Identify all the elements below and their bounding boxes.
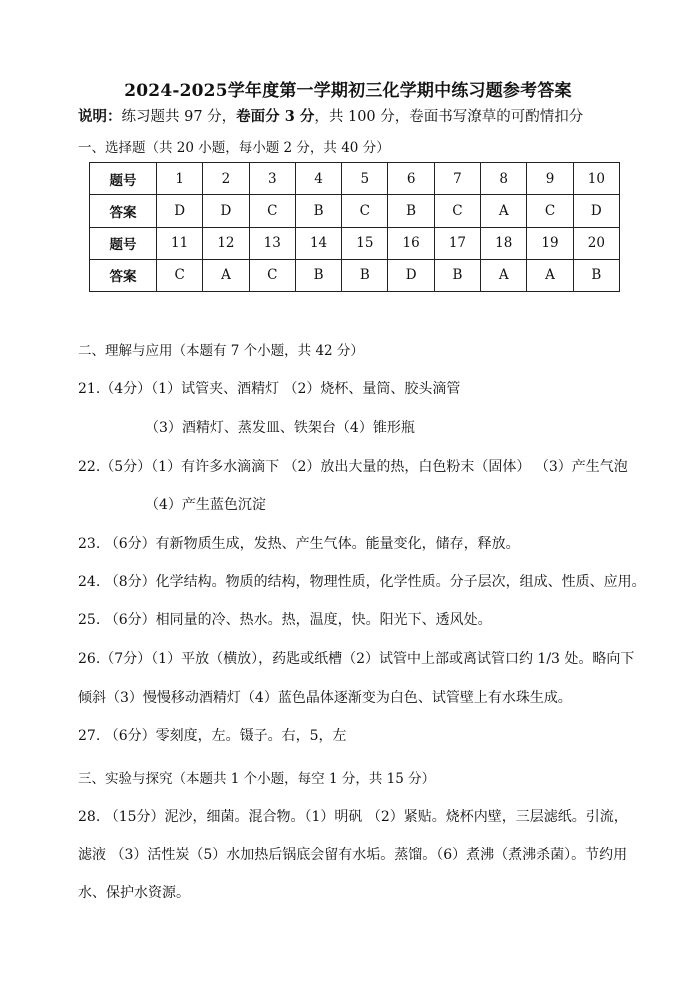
answer-cell: D bbox=[203, 195, 249, 227]
question-number: 4 bbox=[295, 163, 341, 195]
question-number: 2 bbox=[203, 163, 249, 195]
answer-21-line-1: 21.（4分）（1）试管夹、酒精灯 （2）烧杯、量筒、胶头滴管 bbox=[78, 381, 461, 397]
answer-cell: A bbox=[481, 259, 527, 291]
section-1-heading: 一、选择题（共 20 小题，每小题 2 分，共 40 分） bbox=[78, 140, 390, 156]
answer-cell: C bbox=[434, 195, 480, 227]
page-title: 2024-2025学年度第一学期初三化学期中练习题参考答案 bbox=[124, 81, 572, 101]
question-number: 10 bbox=[573, 163, 619, 195]
question-number: 14 bbox=[295, 227, 341, 259]
question-number: 9 bbox=[527, 163, 573, 195]
table-row-numbers-2 bbox=[90, 227, 620, 259]
question-number: 12 bbox=[203, 227, 249, 259]
answer-cell: A bbox=[527, 259, 573, 291]
answer-23: 23. （6分）有新物质生成，发热、产生气体。能量变化，储存，释放。 bbox=[78, 536, 520, 552]
answer-cell: C bbox=[249, 195, 295, 227]
question-number: 15 bbox=[342, 227, 388, 259]
answer-cell: D bbox=[573, 195, 619, 227]
question-number: 18 bbox=[481, 227, 527, 259]
question-number: 19 bbox=[527, 227, 573, 259]
table-row-numbers-1 bbox=[90, 163, 620, 195]
note-part1: 练习题共 97 分， bbox=[121, 109, 237, 125]
row-label-answer: 答案 bbox=[90, 195, 157, 227]
question-number: 16 bbox=[388, 227, 434, 259]
answer-25: 25. （6分）相同量的冷、热水。热，温度，快。阳光下、透风处。 bbox=[78, 612, 492, 628]
question-number: 13 bbox=[249, 227, 295, 259]
note-bold: 卷面分 3 分 bbox=[236, 108, 315, 125]
answer-cell: D bbox=[388, 259, 434, 291]
answer-cell: B bbox=[434, 259, 480, 291]
question-number: 3 bbox=[249, 163, 295, 195]
question-number: 1 bbox=[157, 163, 203, 195]
question-number: 11 bbox=[157, 227, 203, 259]
section-3-heading: 三、实验与探究（本题共 1 个小题，每空 1 分，共 15 分） bbox=[78, 771, 436, 787]
answer-28-line-3: 水、保护水资源。 bbox=[78, 885, 190, 901]
row-label-number: 题号 bbox=[90, 163, 157, 195]
answer-cell: B bbox=[388, 195, 434, 227]
answer-24: 24. （8分）化学结构。物质的结构，物理性质，化学性质。分子层次，组成、性质、应用。 bbox=[78, 574, 646, 590]
answer-cell: A bbox=[203, 259, 249, 291]
answer-cell: C bbox=[249, 259, 295, 291]
section-2-heading: 二、理解与应用（本题有 7 个小题，共 42 分） bbox=[78, 343, 364, 359]
answer-28-line-2: 滤液 （3）活性炭（5）水加热后锅底会留有水垢。蒸馏。（6）煮沸（煮沸杀菌）。节约用 bbox=[78, 847, 628, 863]
question-number: 20 bbox=[573, 227, 619, 259]
answer-cell: C bbox=[342, 195, 388, 227]
answer-26-line-1: 26.（7分）（1）平放（横放），药匙或纸槽（2）试管中上部或离试管口约 1/3 处。略向下 bbox=[78, 651, 635, 667]
question-number: 6 bbox=[388, 163, 434, 195]
answer-cell: B bbox=[573, 259, 619, 291]
answer-cell: D bbox=[157, 195, 203, 227]
answer-26-line-2: 倾斜（3）慢慢移动酒精灯（4）蓝色晶体逐渐变为白色、试管壁上有水珠生成。 bbox=[78, 690, 572, 706]
question-number: 7 bbox=[434, 163, 480, 195]
table-row-answers-2 bbox=[90, 259, 620, 291]
question-number: 17 bbox=[434, 227, 480, 259]
answer-cell: B bbox=[295, 195, 341, 227]
question-number: 8 bbox=[481, 163, 527, 195]
answer-cell: B bbox=[342, 259, 388, 291]
answer-27: 27. （6分）零刻度，左。镊子。右，5，左 bbox=[78, 728, 347, 744]
answer-21-line-2: （3）酒精灯、蒸发皿、铁架台（4）锥形瓶 bbox=[145, 420, 415, 436]
scoring-note bbox=[78, 108, 583, 126]
row-label-number: 题号 bbox=[90, 227, 157, 259]
answer-cell: A bbox=[481, 195, 527, 227]
answer-22-line-1: 22.（5分）（1）有许多水滴滴下 （2）放出大量的热，白色粉末（固体） （3）产生气泡 bbox=[78, 459, 628, 475]
question-number: 5 bbox=[342, 163, 388, 195]
multiple-choice-answer-table bbox=[89, 162, 620, 292]
answer-cell: C bbox=[527, 195, 573, 227]
answer-28-line-1: 28. （15分）泥沙，细菌。混合物。（1）明矾 （2）紧贴。烧杯内壁，三层滤纸。引流， bbox=[78, 809, 628, 825]
row-label-answer: 答案 bbox=[90, 259, 157, 291]
answer-cell: B bbox=[295, 259, 341, 291]
table-row-answers-1 bbox=[90, 195, 620, 227]
answer-22-line-2: （4）产生蓝色沉淀 bbox=[145, 497, 266, 513]
answer-cell: C bbox=[157, 259, 203, 291]
note-part2: ，共 100 分，卷面书写潦草的可酌情扣分 bbox=[314, 109, 584, 125]
note-label: 说明： bbox=[78, 108, 122, 125]
